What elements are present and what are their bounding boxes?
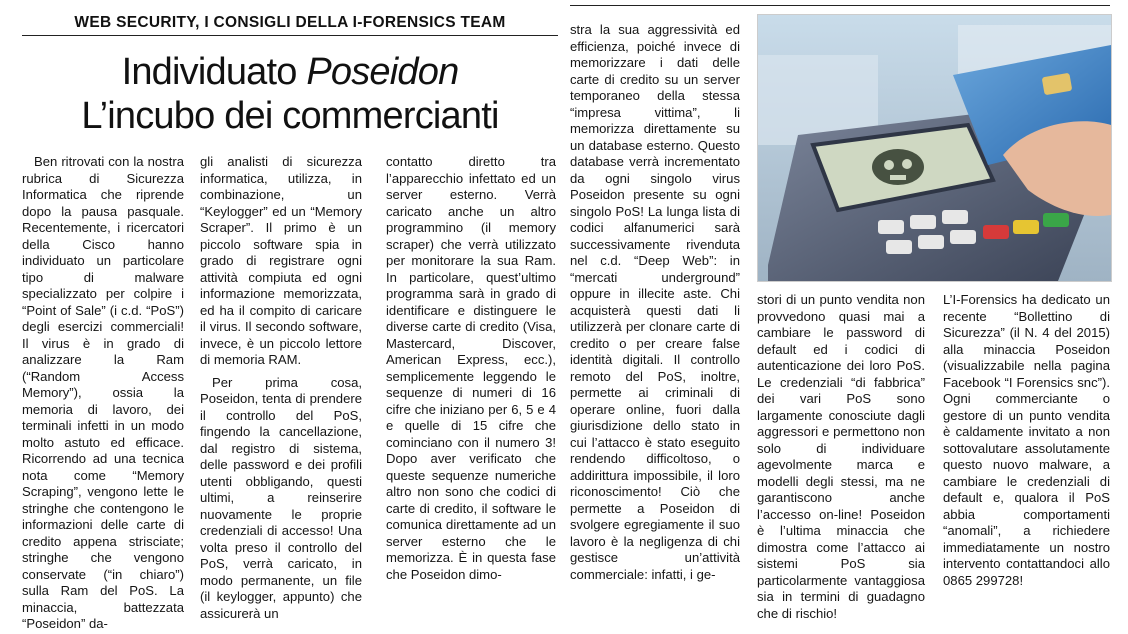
column-1 [22, 154, 184, 633]
column-2 [200, 154, 362, 622]
pos-terminal-illustration [758, 15, 1111, 281]
headline-line2: L’incubo dei commercianti [81, 95, 499, 137]
skull-icon [872, 149, 924, 185]
column-3-text: contatto diretto tra l’apparecchio infettato ed un server esterno. Verrà caricato anche un altro programmino (il memory scraper) che verrà utilizzato per monitorare la sua Ram. In particolare, quest’ultimo programma sarà in grado di identificare e distinguere le diverse carte di credito (Visa, Mastercard, Discover, American Express, ecc.), semplicemente leggendo le sequenze di numeri di 16 cifre che iniziano per 6, 5 e 4 e quelle di 15 cifre che cominciano con il numero 3! Dopo aver verificato che queste sequenze numeriche altro non sono che codici di carte di credito, il software le comunica direttamente ad un server esterno che le memorizza. È in questa fase che Poseidon dimo- [386, 154, 556, 582]
column-1-text: Ben ritrovati con la nostra rubrica di Sicurezza Informatica che riprende dopo la pausa pasquale. Recentemente, i ricercatori della Cisco hanno individuato un particolare tipo di malware specializzato per colpire i “Point of Sale” (i c.d. “PoS”) degli esercizi commerciali! Il virus è in grado di analizzare la Ram (“Random Access Memory”), ossia la memoria di lavoro, dei terminali infetti in un modo molto astuto ed efficace. Ricorrendo ad una tecnica nota come “Memory Scraping”, vengono lette le stringhe che contengono le informazioni delle carte di credito appena strisciate; stringhe che vengono conservate (“in chiaro”) sulla Ram del PoS. La minaccia, battezzata “Poseidon” da- [22, 154, 184, 631]
column-2-text-a: gli analisti di sicurezza informatica, utilizza, in combinazione, un “Keylogger” ed un “Memory Scraper”. Il primo è un piccolo software spia in grado di registrare ogni attività compiuta ed ogni informazione memorizzata, ed ha il compito di caricare il virus. Il secondo software, invece, è un piccolo lettore di memoria RAM. [200, 154, 362, 367]
top-rule [570, 5, 1110, 6]
column-6-text: L’I-Forensics ha dedicato un recente “Bollettino di Sicurezza” (il N. 4 del 2015) alla minaccia Poseidon (visualizzabile nella pagina Facebook “I Forensics snc”). Ogni commerciante o gestore di un punto vendita è caldamente invitato a non sottovalutare assolutamente questo nuovo malware, a cambiare le credenziali di default e, qualora il PoS abbia comportamenti “anomali”, a richiedere immediatamente un nostro intervento contattandoci allo 0865 299728! [943, 292, 1110, 588]
article-headline [22, 50, 558, 138]
column-5-text: stori di un punto vendita non provvedono quasi mai a cambiare le password di default ed i codici di autenticazione dei loro PoS. Le credenziali “di fabbrica” dei vari PoS sono largamente conosciute dagli aggressori e permettono non solo di individuare agevolmente marca e modelli degli stessi, ma ne garantiscono anche l’accesso on-line! Poseidon è l’ultima minaccia che dimostra come l’attacco ai sistemi PoS sia particolarmente vantaggiosa sia in termini di guadagno che di rischio! [757, 292, 925, 621]
article-photo [757, 14, 1112, 282]
column-4-text: stra la sua aggressività ed efficienza, poiché invece di memorizzare i dati delle carte di credito su un server temporaneo della stessa “impresa vittima”, li memorizza direttamente su un database esterno. Questo database verrà incrementato da ogni singolo virus Poseidon presente su ogni singolo PoS! La lunga lista di codici alfanumerici sarà successivamente rivenduta nel c.d. “Deep Web”: in “mercati underground” oppure in illecite aste. Chi acquisterà questi dati li utilizzerà per clonare carte di credito o per creare false identità digitali. Il controllo remoto del PoS, inoltre, permette ai criminali di operare online, fuori dalla giurisdizione dello stato in cui l’attacco è stato eseguito rendendo difficoltoso, o addirittura impossibile, il loro riconoscimento! Ciò che permette a Poseidon di svolgere egregiamente il suo lavoro è la negligenza di chi gestisce un’attività commerciale: infatti, i ge- [570, 22, 740, 582]
column-5 [757, 292, 925, 622]
headline-line1-em: Poseidon [306, 51, 459, 93]
headline-line1-pre: Individuato [121, 51, 307, 93]
column-3 [386, 154, 556, 583]
column-6 [943, 292, 1110, 589]
column-4 [570, 22, 740, 583]
column-2-text-b: Per prima cosa, Poseidon, tenta di prendere il controllo del PoS, fingendo la cancellazione, dal registro di sistema, delle password e dei profili utenti obbligando, questi ultimi, a reinserire nuovamente le proprie credenziali di accesso! Una volta preso il controllo del PoS, verrà caricato, in modo permanente, un file (il keylogger, appunto) che assicurerà un [200, 374, 362, 621]
article-kicker: WEB SECURITY, I CONSIGLI DELLA I-FORENSICS TEAM [22, 14, 558, 36]
